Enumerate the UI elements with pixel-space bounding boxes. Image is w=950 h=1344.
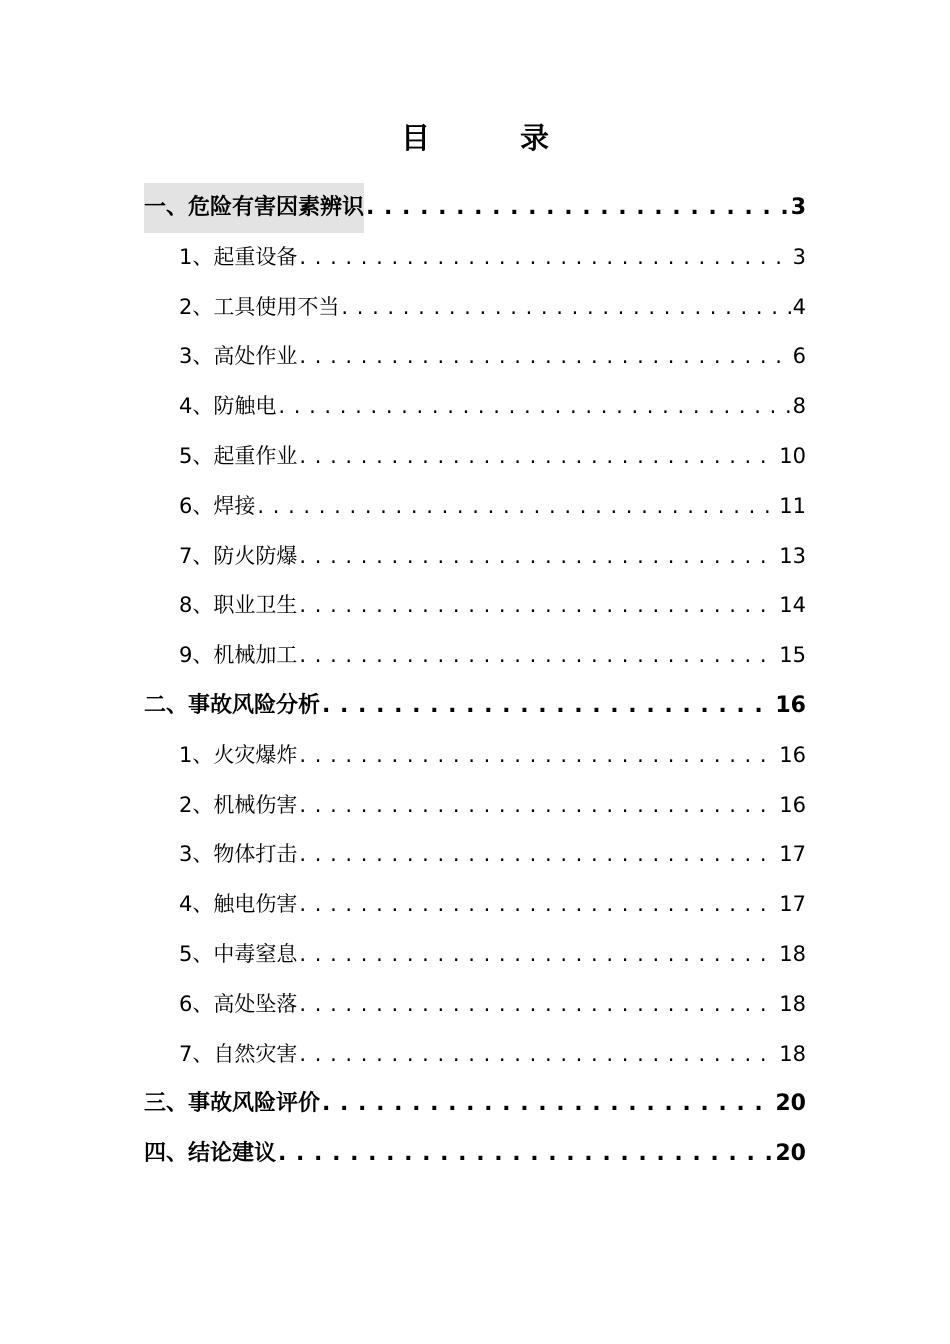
toc-page-number: 3 (790, 195, 806, 220)
toc-dot-leader (299, 830, 777, 880)
toc-dot-leader (366, 183, 789, 233)
toc-dot-leader (299, 581, 777, 631)
toc-subsection-entry[interactable] (144, 332, 806, 382)
toc-dot-leader (299, 980, 777, 1030)
toc-entry-title: 四、结论建议 (144, 1141, 277, 1167)
toc-dot-leader (299, 880, 777, 930)
toc-entry-title: 8、职业卫生 (179, 593, 298, 618)
toc-entry-title: 2、机械伤害 (179, 792, 298, 817)
toc-page-number: 4 (792, 294, 806, 319)
toc-page-number: 18 (779, 991, 806, 1016)
toc-subsection-entry[interactable] (144, 980, 806, 1030)
toc-subsection-entry[interactable] (144, 432, 806, 482)
toc-page-number: 6 (792, 344, 806, 369)
toc-page-number: 13 (779, 543, 806, 568)
toc-entry-title: 二、事故风险分析 (144, 692, 321, 718)
toc-entry-title: 4、防触电 (179, 394, 277, 419)
toc-subsection-entry[interactable] (144, 1030, 806, 1080)
toc-page-number: 16 (779, 742, 806, 767)
toc-entry-title: 2、工具使用不当 (179, 294, 340, 319)
toc-page-number: 10 (779, 443, 806, 468)
toc-section-entry[interactable] (144, 1079, 806, 1129)
toc-section-entry[interactable] (144, 183, 806, 233)
toc-dot-leader (299, 930, 777, 980)
toc-subsection-entry[interactable] (144, 781, 806, 831)
toc-entry-title: 1、起重设备 (179, 244, 298, 269)
toc-page-number: 18 (779, 941, 806, 966)
toc-subsection-entry[interactable] (144, 283, 806, 333)
toc-entry-title: 5、起重作业 (179, 443, 298, 468)
toc-dot-leader (278, 382, 790, 432)
toc-subsection-entry[interactable] (144, 382, 806, 432)
toc-entry-title: 三、事故风险评价 (144, 1091, 321, 1117)
toc-entry-title: 3、高处作业 (179, 344, 298, 369)
toc-subsection-entry[interactable] (144, 233, 806, 283)
toc-page-number: 3 (792, 244, 806, 269)
toc-dot-leader (299, 332, 790, 382)
toc-page-number: 16 (775, 692, 806, 718)
toc-subsection-entry[interactable] (144, 581, 806, 631)
toc-page-number: 20 (775, 1091, 806, 1117)
toc-subsection-entry[interactable] (144, 830, 806, 880)
toc-subsection-entry[interactable] (144, 731, 806, 781)
toc-page-number: 15 (779, 643, 806, 668)
toc-subsection-entry[interactable] (144, 880, 806, 930)
toc-dot-leader (322, 681, 773, 731)
toc-page-number: 17 (779, 892, 806, 917)
toc-page-number: 16 (779, 792, 806, 817)
toc-section-entry[interactable] (144, 1129, 806, 1179)
toc-subsection-entry[interactable] (144, 482, 806, 532)
toc-page-number: 20 (775, 1141, 806, 1167)
toc-page-number: 17 (779, 842, 806, 867)
toc-dot-leader (322, 1079, 773, 1129)
toc-dot-leader (299, 781, 777, 831)
table-of-contents (144, 183, 806, 1179)
toc-dot-leader (299, 233, 790, 283)
toc-section-entry[interactable] (144, 681, 806, 731)
toc-entry-title: 6、焊接 (179, 493, 256, 518)
toc-entry-title: 5、中毒窒息 (179, 941, 298, 966)
page-title: 目 录 (400, 121, 590, 155)
toc-dot-leader (257, 482, 777, 532)
toc-page-number: 18 (779, 1041, 806, 1066)
toc-entry-title: 一、危险有害因素辨识 (144, 183, 364, 233)
toc-dot-leader (299, 731, 777, 781)
toc-subsection-entry[interactable] (144, 930, 806, 980)
toc-subsection-entry[interactable] (144, 532, 806, 582)
toc-dot-leader (278, 1129, 773, 1179)
toc-entry-title: 7、自然灾害 (179, 1041, 298, 1066)
toc-entry-title: 7、防火防爆 (179, 543, 298, 568)
toc-page-number: 11 (779, 493, 806, 518)
toc-entry-title: 4、触电伤害 (179, 892, 298, 917)
toc-entry-title: 6、高处坠落 (179, 991, 298, 1016)
toc-entry-title: 9、机械加工 (179, 643, 298, 668)
toc-entry-title: 3、物体打击 (179, 842, 298, 867)
toc-page-number: 14 (779, 593, 806, 618)
toc-subsection-entry[interactable] (144, 631, 806, 681)
toc-entry-title: 1、火灾爆炸 (179, 742, 298, 767)
toc-page-number: 8 (792, 394, 806, 419)
toc-dot-leader (299, 1030, 777, 1080)
toc-dot-leader (299, 432, 777, 482)
toc-dot-leader (299, 631, 777, 681)
toc-dot-leader (341, 283, 790, 333)
toc-dot-leader (299, 532, 777, 582)
